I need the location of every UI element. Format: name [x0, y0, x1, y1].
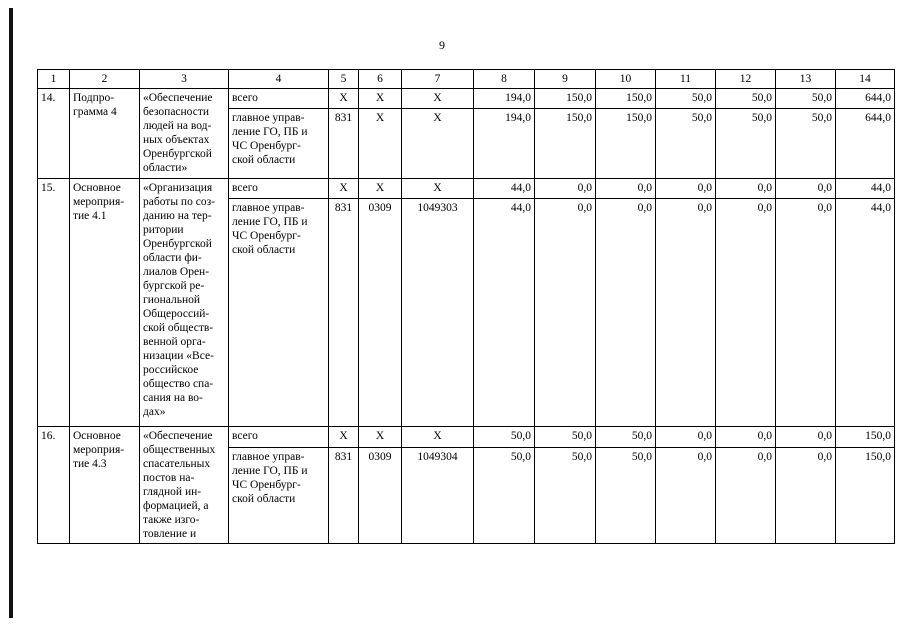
value-cell: 0,0 — [776, 447, 836, 543]
value-cell: 50,0 — [716, 89, 776, 109]
column-header: 13 — [776, 70, 836, 89]
column-header: 1 — [38, 70, 70, 89]
value-cell: 0,0 — [776, 179, 836, 199]
scan-edge-shadow — [9, 8, 13, 618]
code-grbs: 831 — [329, 447, 359, 543]
value-cell: 150,0 — [535, 89, 596, 109]
code-target: 1049304 — [402, 447, 474, 543]
executor-cell: главное управ- ление ГО, ПБ и ЧС Оренбург- ской области — [229, 109, 329, 179]
value-cell: 0,0 — [535, 199, 596, 427]
table-row-total — [38, 427, 895, 448]
budget-table — [37, 69, 895, 544]
value-cell: 150,0 — [836, 427, 895, 448]
program-description: «Организация работы по соз- данию на тер- ритории Оренбургской области фи- лиалов Орен- бургской ре- гиональной Общероссий- ской обществ- венной орга- низации «Все- российское общество спа- сания на во- дах» — [140, 179, 229, 427]
program-description: «Обеспечение общественных спасательных постов на- глядной ин- формацией, а также изго- товление и — [140, 427, 229, 544]
value-cell: 0,0 — [535, 179, 596, 199]
row-number: 16. — [38, 427, 70, 544]
column-header: 4 — [229, 70, 329, 89]
code-target: 1049303 — [402, 199, 474, 427]
code-grbs: Х — [329, 179, 359, 199]
column-header: 12 — [716, 70, 776, 89]
column-header: 8 — [474, 70, 535, 89]
code-grbs: 831 — [329, 109, 359, 179]
value-cell: 0,0 — [776, 427, 836, 448]
value-cell: 0,0 — [716, 199, 776, 427]
executor-cell: всего — [229, 89, 329, 109]
page-number: 9 — [439, 38, 445, 52]
column-header: 6 — [359, 70, 402, 89]
value-cell: 150,0 — [535, 109, 596, 179]
value-cell: 644,0 — [836, 89, 895, 109]
column-header: 14 — [836, 70, 895, 89]
value-cell: 50,0 — [535, 427, 596, 448]
value-cell: 194,0 — [474, 109, 535, 179]
code-target: Х — [402, 109, 474, 179]
value-cell: 150,0 — [596, 89, 656, 109]
value-cell: 50,0 — [656, 109, 716, 179]
code-section: Х — [359, 89, 402, 109]
column-header: 11 — [656, 70, 716, 89]
value-cell: 50,0 — [776, 109, 836, 179]
code-section: Х — [359, 427, 402, 448]
header-row — [38, 70, 895, 89]
table-row-total — [38, 179, 895, 199]
table-row-total — [38, 89, 895, 109]
value-cell: 0,0 — [716, 447, 776, 543]
value-cell: 194,0 — [474, 89, 535, 109]
column-header: 2 — [70, 70, 140, 89]
code-section: Х — [359, 179, 402, 199]
row-number: 14. — [38, 89, 70, 179]
code-target: Х — [402, 427, 474, 448]
value-cell: 50,0 — [716, 109, 776, 179]
column-header: 10 — [596, 70, 656, 89]
value-cell: 150,0 — [596, 109, 656, 179]
value-cell: 50,0 — [474, 427, 535, 448]
column-header: 7 — [402, 70, 474, 89]
value-cell: 0,0 — [776, 199, 836, 427]
program-name: Основное мероприя- тие 4.1 — [70, 179, 140, 427]
executor-cell: всего — [229, 427, 329, 448]
value-cell: 0,0 — [656, 447, 716, 543]
code-target: Х — [402, 89, 474, 109]
code-grbs: 831 — [329, 199, 359, 427]
executor-cell: главное управ- ление ГО, ПБ и ЧС Оренбург- ской области — [229, 447, 329, 543]
code-section: 0309 — [359, 199, 402, 427]
value-cell: 0,0 — [656, 179, 716, 199]
column-header: 9 — [535, 70, 596, 89]
value-cell: 0,0 — [596, 199, 656, 427]
value-cell: 50,0 — [656, 89, 716, 109]
value-cell: 0,0 — [596, 179, 656, 199]
value-cell: 644,0 — [836, 109, 895, 179]
value-cell: 0,0 — [716, 179, 776, 199]
value-cell: 50,0 — [535, 447, 596, 543]
value-cell: 0,0 — [656, 427, 716, 448]
value-cell: 0,0 — [656, 199, 716, 427]
program-name: Подпро- грамма 4 — [70, 89, 140, 179]
code-grbs: Х — [329, 89, 359, 109]
value-cell: 50,0 — [596, 427, 656, 448]
program-name: Основное мероприя- тие 4.3 — [70, 427, 140, 544]
value-cell: 50,0 — [474, 447, 535, 543]
executor-cell: всего — [229, 179, 329, 199]
code-section: 0309 — [359, 447, 402, 543]
value-cell: 0,0 — [716, 427, 776, 448]
column-header: 3 — [140, 70, 229, 89]
value-cell: 44,0 — [836, 199, 895, 427]
value-cell: 44,0 — [474, 179, 535, 199]
value-cell: 150,0 — [836, 447, 895, 543]
value-cell: 44,0 — [836, 179, 895, 199]
column-header: 5 — [329, 70, 359, 89]
code-grbs: Х — [329, 427, 359, 448]
executor-cell: главное управ- ление ГО, ПБ и ЧС Оренбург- ской области — [229, 199, 329, 427]
value-cell: 44,0 — [474, 199, 535, 427]
code-target: Х — [402, 179, 474, 199]
code-section: Х — [359, 109, 402, 179]
value-cell: 50,0 — [776, 89, 836, 109]
program-description: «Обеспечение безопасности людей на вод- ных объектах Оренбургской области» — [140, 89, 229, 179]
value-cell: 50,0 — [596, 447, 656, 543]
row-number: 15. — [38, 179, 70, 427]
